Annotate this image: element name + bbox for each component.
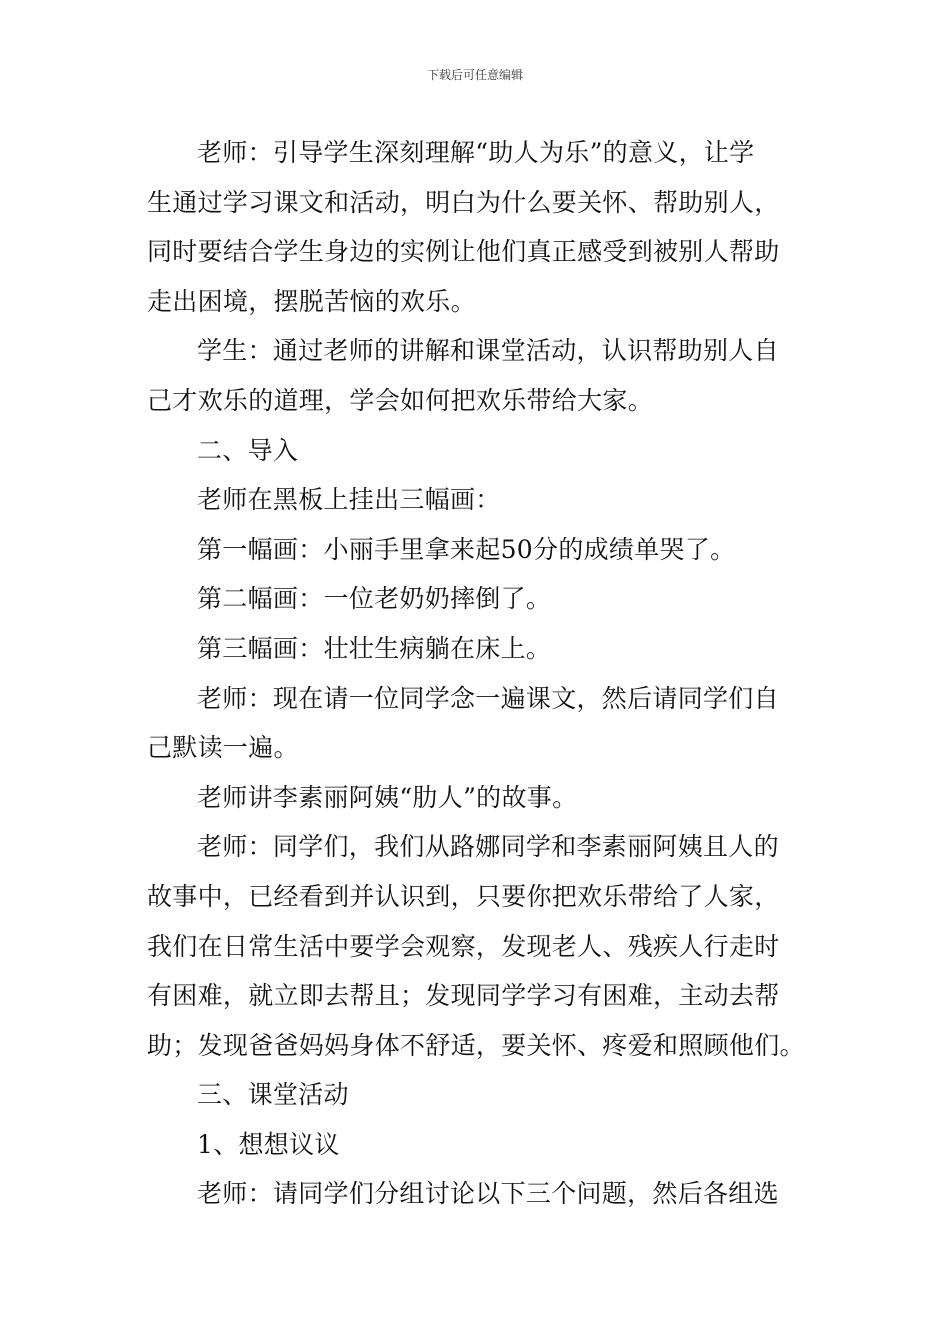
text-line: 老师讲李素丽阿姨“肋人”的故事。 (197, 782, 578, 812)
text-line: 生通过学习课文和活动，明白为什么要关怀、帮助别人， (147, 187, 780, 217)
text-line: 有困难，就立即去帮且；发现同学学习有困难，主动去帮 (147, 981, 780, 1011)
text-line: 学生：通过老师的讲解和课堂活动，认识帮助别人自 (197, 336, 779, 366)
text-line: 老师：同学们，我们从路娜同学和李素丽阿姨且人的 (197, 832, 779, 862)
subsection-heading: 1、想想议议 (197, 1129, 340, 1159)
text-line: 老师：引导学生深刻理解“助人为乐”的意义，让学 (197, 138, 755, 167)
text-line: 我们在日常生活中要学会观察，发现老人、残疾人行走时 (147, 931, 780, 961)
text-line: 第三幅画：壮壮生病躺在床上。 (197, 633, 552, 663)
text-line: 老师在黑板上挂出三幅画： (197, 485, 501, 515)
text-line: 走出困境，摆脱苦恼的欢乐。 (147, 286, 476, 316)
text-line: 第一幅画：小丽手里拿来起50分的成绩单哭了。 (197, 534, 736, 564)
text-line: 老师：请同学们分组讨论以下三个问题，然后各组选 (197, 1179, 779, 1209)
text-line: 同时要结合学生身边的实例让他们真正感受到被别人帮助 (147, 237, 780, 267)
text-line: 故事中，已经看到并认识到，只要你把欢乐带给了人家， (147, 881, 780, 911)
text-line: 己默读一遍。 (147, 733, 299, 763)
section-heading: 三、课堂活动 (197, 1080, 349, 1110)
text-line: 己才欢乐的道理，学会如何把欢乐带给大家。 (147, 385, 654, 415)
text-line: 助；发现爸爸妈妈身体不舒适，要关怀、疼爱和照顾他们。 (147, 1030, 805, 1060)
text-line: 第二幅画：一位老奶奶摔倒了。 (197, 584, 552, 614)
text-line: 老师：现在请一位同学念一遍课文，然后请同学们自 (197, 683, 779, 713)
section-heading: 二、导入 (197, 435, 299, 465)
document-body (147, 128, 807, 1219)
page-header: 下载后可任意编辑 (426, 68, 523, 82)
